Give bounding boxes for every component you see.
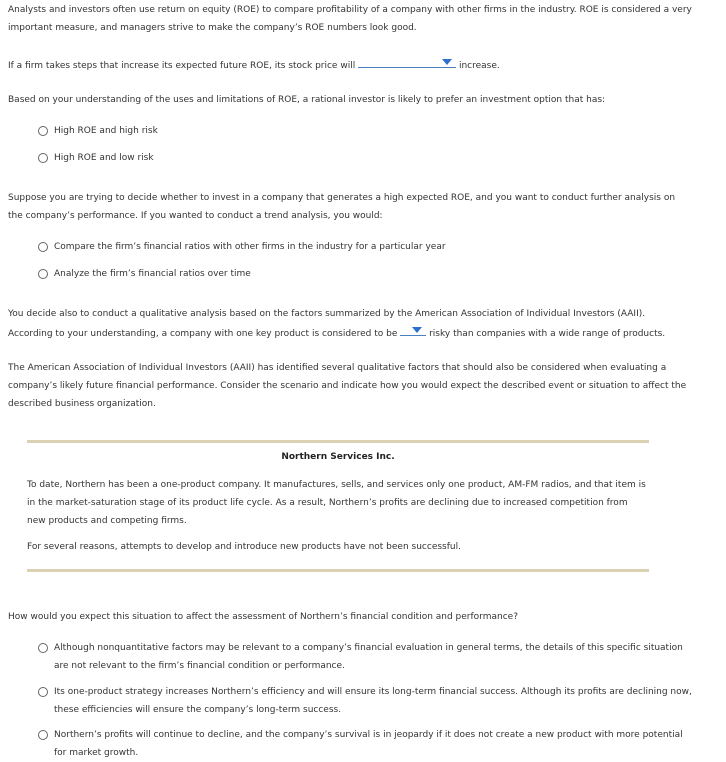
chevron-down-icon	[412, 327, 422, 333]
option-label: Analyze the firm’s financial ratios over time	[54, 269, 251, 279]
q1-text-before: If a firm takes steps that increase its expected future ROE, its stock price will	[8, 61, 356, 71]
radio-button[interactable]	[38, 153, 48, 163]
q2-option-2[interactable]	[38, 149, 694, 167]
q4-question	[8, 305, 692, 343]
radio-button[interactable]	[38, 126, 48, 136]
radio-button[interactable]	[38, 643, 48, 653]
risk-dropdown[interactable]	[400, 323, 426, 336]
radio-button[interactable]	[38, 242, 48, 252]
q5-option-1[interactable]	[38, 639, 694, 675]
q5-prompt: How would you expect this situation to affect the assessment of Northern’s financial condition and performance?	[8, 612, 518, 622]
q3-option-1[interactable]	[38, 238, 694, 256]
option-label: Although nonquantitative factors may be relevant to a company’s financial evaluation in general terms, the details of this specific situation are not relevant to the firm’s financial condition or performance.	[54, 643, 683, 671]
option-label: Compare the firm’s financial ratios with other firms in the industry for a particular year	[54, 242, 446, 252]
q5-option-3[interactable]	[38, 726, 694, 762]
option-label: Its one-product strategy increases Northern’s efficiency and will ensure its long-term financial success. Although its profits are declining now, these efficiencies will ensure the company’s long-term success.	[54, 687, 692, 715]
option-label: High ROE and high risk	[54, 126, 158, 136]
scenario-paragraph-2: For several reasons, attempts to develop and introduce new products have not been successful.	[27, 542, 461, 552]
q4-text-before: According to your understanding, a company with one key product is considered to be	[8, 329, 398, 339]
radio-button[interactable]	[38, 269, 48, 279]
radio-button[interactable]	[38, 687, 48, 697]
option-label: Northern’s profits will continue to decline, and the company’s survival is in jeopardy if it does not create a new product with more potential for market growth.	[54, 730, 683, 758]
chevron-down-icon	[442, 59, 452, 65]
scenario-title: Northern Services Inc.	[281, 452, 395, 462]
q2-option-1[interactable]	[38, 122, 694, 140]
q1-question	[8, 55, 692, 75]
q5-option-2[interactable]	[38, 683, 694, 719]
q4-text-after: risky than companies with a wide range of products.	[429, 329, 666, 339]
scenario-top-rule	[27, 440, 649, 443]
radio-button[interactable]	[38, 730, 48, 740]
q1-text-after: increase.	[458, 61, 500, 71]
scenario-paragraph-1: To date, Northern has been a one-product company. It manufactures, sells, and services only one product, AM-FM radios, and that item is in the market-saturation stage of its product life cycle. As a result, Northern’s profits are declining due to increased competition from new products and competing firms.	[27, 480, 646, 526]
aaii-text: The American Association of Individual Investors (AAII) has identified several qualitative factors that should also be considered when evaluating a company’s likely future financial performance. Consider the scenario and indicate how you would expect the described event or situation to affect the described business organization.	[8, 363, 687, 409]
stock-price-dropdown[interactable]	[358, 55, 456, 68]
q3-prompt: Suppose you are trying to decide whether to invest in a company that generates a high expected ROE, and you want to conduct further analysis on the company’s performance. If you wanted to conduct a trend analysis, you would:	[8, 193, 676, 221]
intro-text: Analysts and investors often use return on equity (ROE) to compare profitability of a company with other firms in the industry. ROE is considered a very important measure, and managers strive to make the company’s ROE numbers look good.	[8, 5, 692, 33]
q2-prompt: Based on your understanding of the uses and limitations of ROE, a rational investor is likely to prefer an investment option that has:	[8, 95, 606, 105]
scenario-bottom-rule	[27, 569, 649, 572]
q3-option-2[interactable]	[38, 265, 694, 283]
q4-line1: You decide also to conduct a qualitative analysis based on the factors summarized by the American Association of Individual Investors (AAII).	[8, 309, 646, 319]
option-label: High ROE and low risk	[54, 153, 154, 163]
